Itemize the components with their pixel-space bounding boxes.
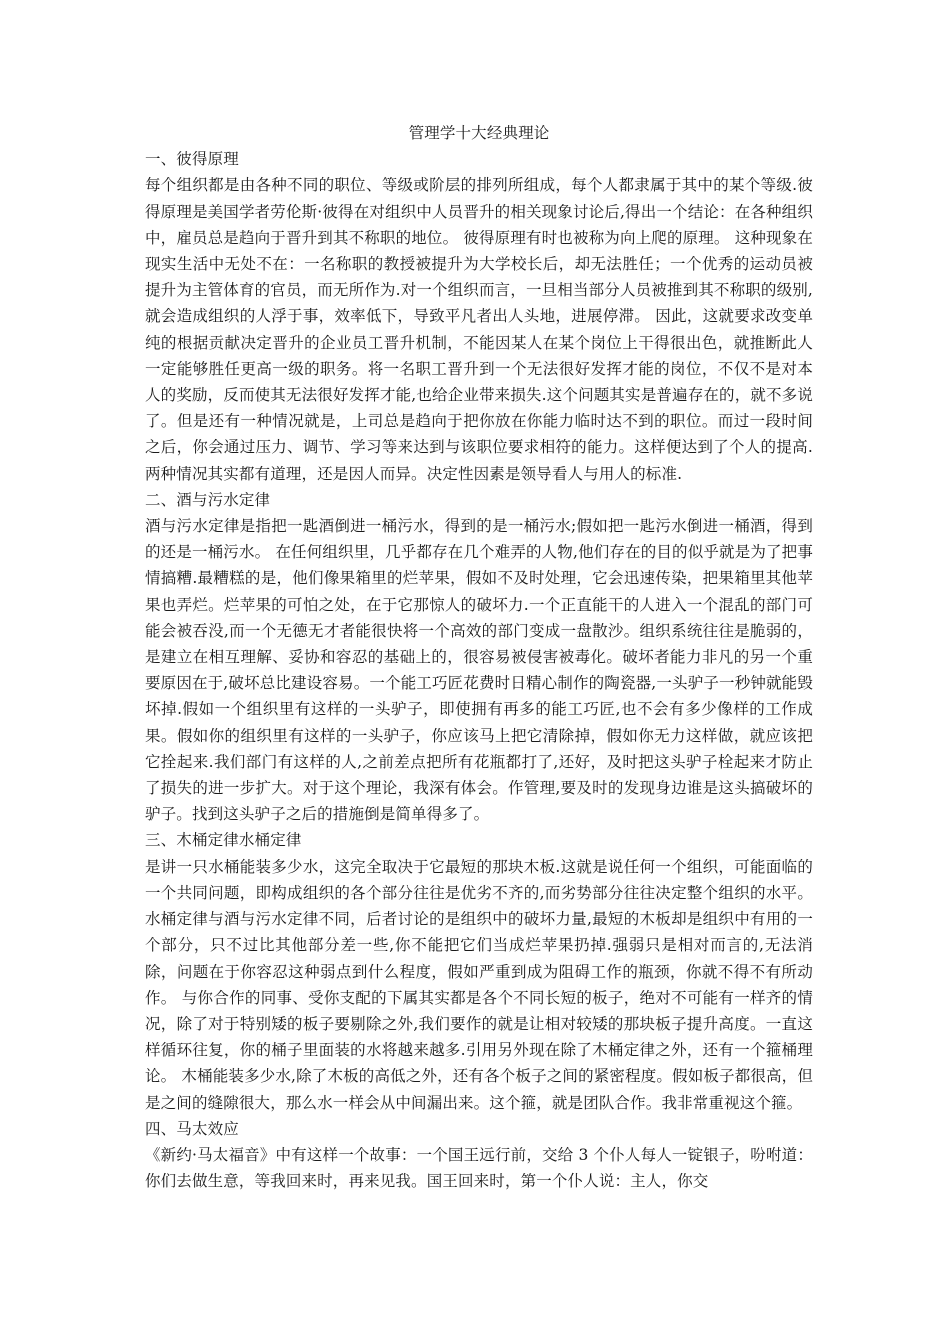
section-paragraph-peter-principle: 每个组织都是由各种不同的职位、等级或阶层的排列所组成，每个人都隶属于其中的某个等级.彼得原理是美国学者劳伦斯·彼得在对组织中人员晋升的相关现象讨论后,得出一个结论：在各种组织中，雇员总是趋向于晋升到其不称职的地位。 彼得原理有时也被称为向上爬的原理。 这种现象在现实生活中无处不在：一名称职的教授被提升为大学校长后，却无法胜任；一个优秀的运动员被提升为主管体育的官员，而无所作为.对一个组织而言，一旦相当部分人员被推到其不称职的级别,就会造成组织的人浮于事，效率低下，导致平凡者出人头地，进展停滞。 因此，这就要求改变单纯的根据贡献决定晋升的企业员工晋升机制，不能因某人在某个岗位上干得很出色，就推断此人一定能够胜任更高一级的职务。将一名职工晋升到一个无法很好发挥才能的岗位，不仅不是对本人的奖励，反而使其无法很好发挥才能,也给企业带来损失.这个问题其实是普遍存在的，就不多说了。但是还有一种情况就是，上司总是趋向于把你放在你能力临时达不到的职位。而过一段时间之后，你会通过压力、调节、学习等来达到与该职位要求相符的能力。这样便达到了个人的提高.两种情况其实都有道理，还是因人而异。决定性因素是领导看人与用人的标准.	[145, 176, 813, 483]
document-page	[145, 120, 813, 1194]
section-heading-bucket-law: 三、木桶定律水桶定律	[145, 831, 302, 850]
section-heading-matthew-effect: 四、马太效应	[145, 1119, 239, 1138]
document-title: 管理学十大经典理论	[408, 124, 550, 142]
section-paragraph-matthew-effect: 《新约·马太福音》中有这样一个故事：一个国王远行前，交给 3 个仆人每人一锭银子，吩咐道：你们去做生意，等我回来时，再来见我。国王回来时，第一个仆人说：主人，你交	[145, 1145, 813, 1191]
section-paragraph-wine-sewage-law: 酒与污水定律是指把一匙酒倒进一桶污水，得到的是一桶污水;假如把一匙污水倒进一桶酒，得到的还是一桶污水。 在任何组织里，几乎都存在几个难弄的人物,他们存在的目的似乎就是为了把事情搞糟.最糟糕的是，他们像果箱里的烂苹果，假如不及时处理，它会迅速传染，把果箱里其他苹果也弄烂。烂苹果的可怕之处，在于它那惊人的破坏力.一个正直能干的人进入一个混乱的部门可能会被吞没,而一个无德无才者能很快将一个高效的部门变成一盘散沙。组织系统往往是脆弱的，是建立在相互理解、妥协和容忍的基础上的，很容易被侵害被毒化。破坏者能力非凡的另一个重要原因在于,破坏总比建设容易。一个能工巧匠花费时日精心制作的陶瓷器,一头驴子一秒钟就能毁坏掉.假如一个组织里有这样的一头驴子，即使拥有再多的能工巧匠,也不会有多少像样的工作成果。假如你的组织里有这样的一头驴子，你应该马上把它清除掉，假如你无力这样做，就应该把它拴起来.我们部门有这样的人,之前差点把所有花瓶都打了,还好，及时把这头驴子栓起来才防止了损失的进一步扩大。对于这个理论，我深有体会。作管理,要及时的发现身边谁是这头搞破坏的驴子。找到这头驴子之后的措施倒是简单得多了。	[145, 517, 813, 824]
section-paragraph-bucket-law: 是讲一只水桶能装多少水，这完全取决于它最短的那块木板.这就是说任何一个组织，可能面临的一个共同问题，即构成组织的各个部分往往是优劣不齐的,而劣势部分往往决定整个组织的水平。水桶定律与酒与污水定律不同，后者讨论的是组织中的破坏力量,最短的木板却是组织中有用的一个部分，只不过比其他部分差一些,你不能把它们当成烂苹果扔掉.强弱只是相对而言的,无法消除，问题在于你容忍这种弱点到什么程度，假如严重到成为阻碍工作的瓶颈，你就不得不有所动作。 与你合作的同事、受你支配的下属其实都是各个不同长短的板子，绝对不可能有一样齐的情况，除了对于特别矮的板子要剔除之外,我们要作的就是让相对较矮的那块板子提升高度。一直这样循环往复，你的桶子里面装的水将越来越多.引用另外现在除了木桶定律之外，还有一个箍桶理论。 木桶能装多少水,除了木板的高低之外，还有各个板子之间的紧密程度。假如板子都很高，但是之间的缝隙很大，那么水一样会从中间漏出来。这个箍，就是团队合作。我非常重视这个箍。	[145, 857, 813, 1112]
section-heading-wine-sewage-law: 二、酒与污水定律	[145, 490, 271, 509]
section-heading-peter-principle: 一、彼得原理	[145, 150, 239, 169]
